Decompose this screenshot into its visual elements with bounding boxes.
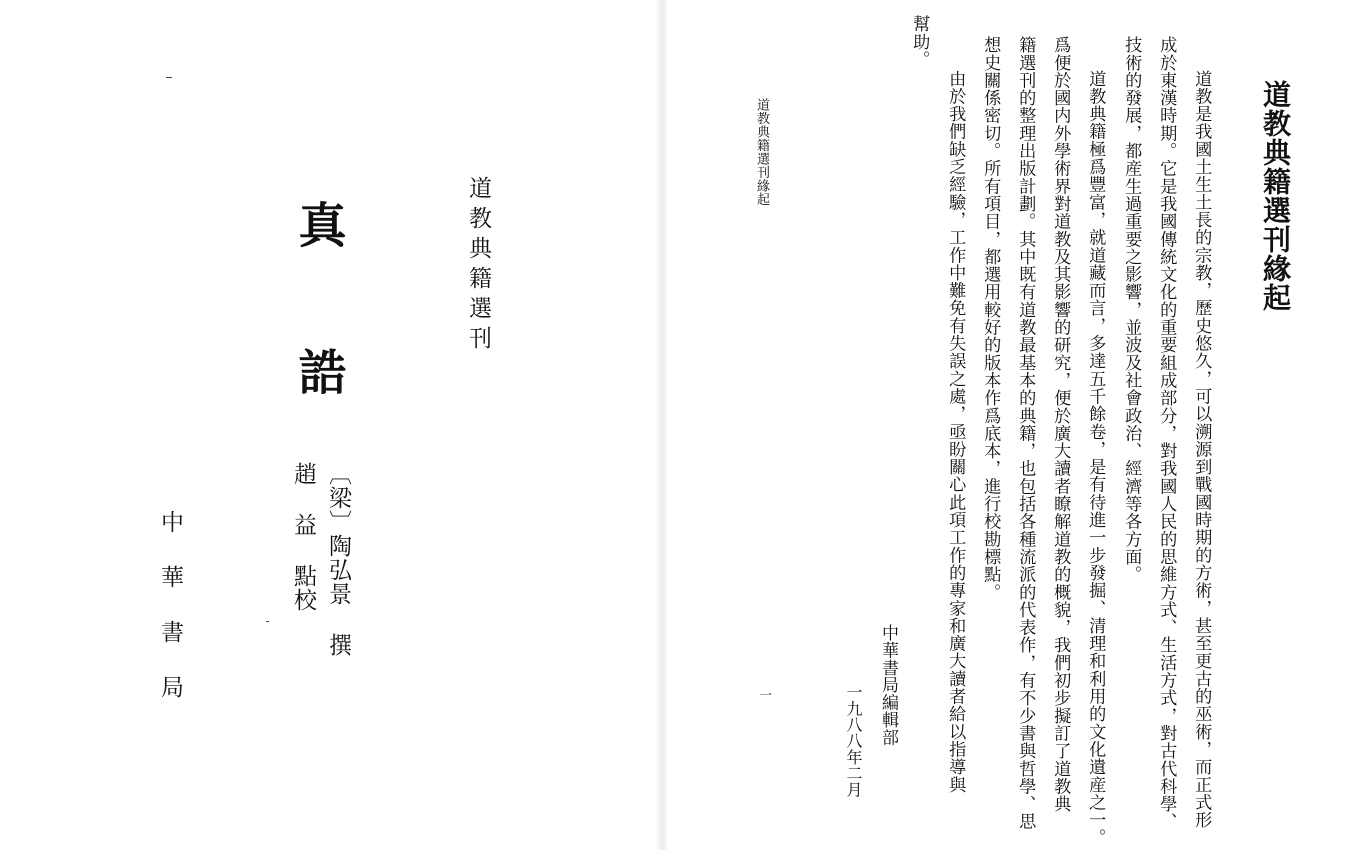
preface-column: 成於東漢時期。它是我國傳統文化的重要組成部分，對我國人民的思維方式、生活方式，對古代科學、 (1156, 36, 1177, 831)
running-head: 道教典籍選刊緣起 (754, 98, 769, 206)
preface-column: 籍選刊的整理出版計劃。其中既有道教最基本的典籍，也包括各種流派的代表作，有不少書與哲學、思 (1015, 36, 1036, 831)
page-number: 一 (756, 688, 771, 701)
preface-column: 爲便於國内外學術界對道教及其影響的研究，便於廣大讀者瞭解道教的概貌，我們初步擬訂了道教典 (1050, 36, 1071, 813)
preface-column: 由於我們缺乏經驗，工作中難免有失誤之處，亟盼關心此項工作的專家和廣大讀者給以指導與 (945, 52, 966, 794)
publisher-name: 中華書局 (157, 510, 183, 730)
series-title: 道教典籍選刊 (465, 176, 491, 356)
preface-column: 道教是我國土生土長的宗教，歷史悠久，可以溯源到戰國時期的方術，甚至更古的巫術，而正式形 (1191, 52, 1212, 829)
preface-column: 道教典籍極爲豐富，就道藏而言，多達五千餘卷，是有待進一步發掘、清理和利用的文化遺産之一。 (1085, 52, 1106, 847)
signature-date: 一九八八年二月 (844, 684, 863, 798)
preface-heading: 道教典籍選刊緣起 (1259, 80, 1292, 312)
author-line: 〔梁〕陶弘景 撰 (325, 462, 351, 657)
preface-column: 技術的發展，都産生過重要之影響，並波及社會政治、經濟等各方面。 (1121, 36, 1142, 584)
preface-column: 幫助。 (909, 15, 930, 68)
preface-column: 想史關係密切。所有項目，都選用較好的版本作爲底本，進行校勘標點。 (980, 36, 1001, 601)
signature-editor: 中華書局編輯部 (878, 624, 898, 746)
book-title: 真誥 (290, 200, 346, 494)
editor-line: 趙 益 點校 (290, 462, 316, 612)
